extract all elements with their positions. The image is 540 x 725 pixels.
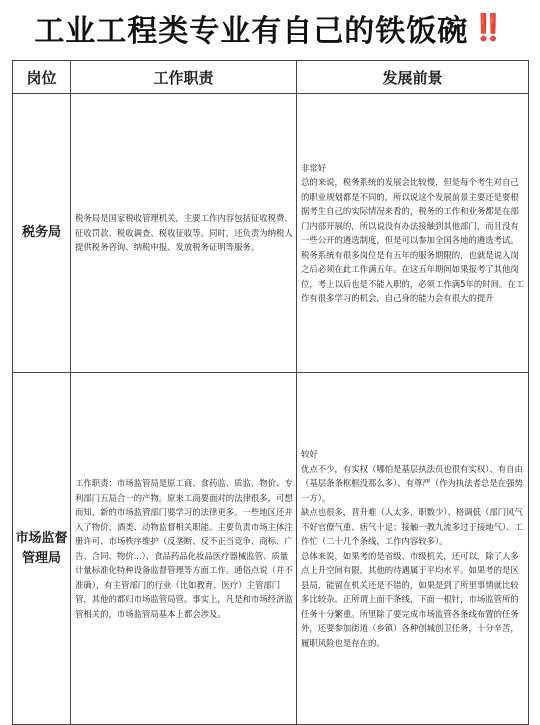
table-row xyxy=(13,373,529,725)
position-cell xyxy=(13,373,71,725)
double-exclamation-icon: ‼️ xyxy=(472,13,506,43)
position-cell: 税务局 xyxy=(13,94,71,373)
duty-text: 工作职责：市场监管局是原工商、食药监、质监、物价、专利部门五局合一的产物。原来工商要面对的法律很多，可想而知，新的市场监管部门要学习的法律更多。一些地区还并入了物价、酒类、动物监督相关职能。主要负责市场主体注册许可、市场秩序维护（反垄断、反不正当竞争、商标、广告、合同、物价...）、食品药品化妆品医疗器械监管、质量计量标准化特种设备监督管理等方面工作。通俗点说（并不准确），有主管部门的行业（比如教育、医疗）主管部门管，其他的都归市场监管局管。事实上，凡是和市场经济监管相关的，市场监管局基本上都会涉及。 xyxy=(75,478,293,619)
career-table xyxy=(12,60,529,725)
header-prospect: 发展前景 xyxy=(297,61,529,94)
prospect-summary: 总体来说，如果考的是省级、市级机关，还可以，除了人多点上升空间有限，其他的待遇属于平均水平。如果考的是区县局，能留在机关还是不错的，如果是到了所里事情就比较多比较杂。正所谓上面千条线，下面一根针，市场监管所的任务十分繁重。所里除了要完成市场监管各条线布置的任务外，还要参加街道（乡镇）各种创城创卫任务，十分辛苦，履职风险也是存在的。 xyxy=(301,550,519,648)
header-position: 岗位 xyxy=(13,61,71,94)
page-title xyxy=(0,0,540,56)
table-row xyxy=(13,94,529,373)
table-header-row xyxy=(13,61,529,94)
prospect-cell xyxy=(297,373,529,725)
prospect-level: 非常好 xyxy=(301,162,327,173)
prospect-level: 较好 xyxy=(301,449,318,459)
prospect-cons: 缺点也很多，晋升难（人太多，职数少）、格调低（部门风气不好官僚气重、痞气十足；接触一教九流多过于接地气）、工作忙（二十几个条线，工作内容较多）。 xyxy=(301,507,523,546)
header-duty: 工作职责 xyxy=(71,61,297,94)
position-text: 市场监督 管理局 xyxy=(15,531,68,566)
duty-cell xyxy=(71,373,297,725)
page-title-text: 工业工程类专业有自己的铁饭碗 xyxy=(34,14,469,49)
duty-cell xyxy=(71,94,297,373)
prospect-cell xyxy=(297,94,529,373)
duty-text: 税务局是国家税收管理机关，主要工作内容包括征收税费、征收罚款、税收调查、税收征收等。同时，还负责为纳税人提供税务咨询、纳税申报、发放税务证明等服务。 xyxy=(75,213,293,253)
prospect-text: 总的来说，税务系统的发展会比较慢，但是每个考生对自己的职业规划都是不同的，所以说这个发展前景主要还是要根据考生自己的实际情况来看的，税务的工作和业务都是在部门内部开展的，所以说没有办法接触到其他部门，而且没有一些公开的遴选制度，但是可以参加全国各地的遴选考试。税务系统有很多岗位是有五年的服务期限的，也就是说入岗之后必须在此工作满五年。在这五年期间如果报考了其他岗位，考上以后也是不能入职的，必须工作满5年的时间。在工作有很多学习的机会，自己身的能力会有很大的提升 xyxy=(301,177,525,303)
prospect-pros: 优点不少，有实权（哪怕是基层执法员也很有实权）、有自由（基层条条框框没那么多）、有尊严（作为执法者总是在强势一方）。 xyxy=(301,463,523,503)
